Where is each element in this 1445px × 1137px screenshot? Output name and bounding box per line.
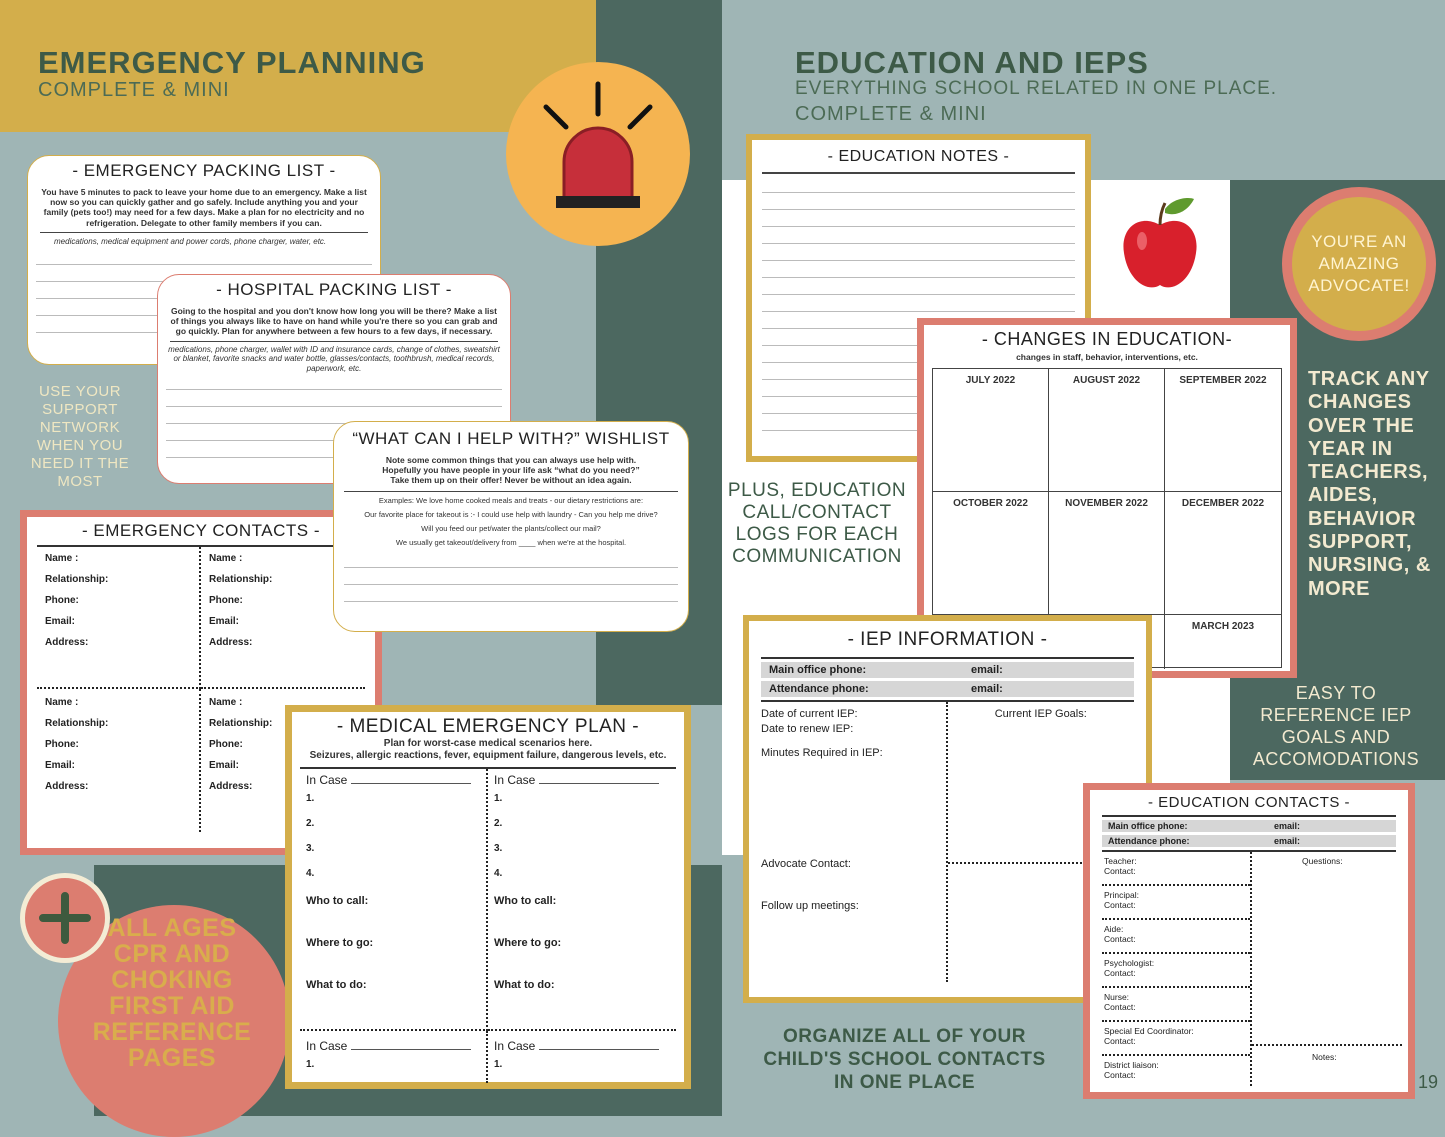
contact-phone-label: Phone:: [209, 595, 243, 606]
medical-emergency-plan-card: [285, 705, 691, 1089]
track-changes-note: TRACK ANY CHANGES OVER THE YEAR IN TEACHERS, AIDES, BEHAVIOR SUPPORT, NURSING, & MORE: [1308, 368, 1431, 600]
support-network-note: USE YOUR SUPPORT NETWORK WHEN YOU NEED IT THE MOST: [30, 383, 130, 490]
month-label: AUGUST 2022: [1072, 375, 1141, 387]
iep-renew-date-label: Date to renew IEP:: [761, 723, 854, 735]
role-label: Special Ed Coordinator:: [1104, 1026, 1194, 1036]
month-label: MARCH 2023: [1191, 621, 1255, 633]
role-label: District liaison:: [1104, 1060, 1159, 1070]
contact-address-label: Address:: [45, 637, 89, 648]
apple-icon: [1118, 195, 1202, 295]
month-cell: [1165, 492, 1281, 615]
wishlist-example-3: Will you feed our pet/water the plants/collect our mail?: [421, 523, 601, 533]
contact-email-label: Email:: [45, 616, 76, 627]
advocate-badge: [1282, 187, 1436, 341]
contact-address-label: Address:: [209, 780, 253, 792]
right-page-title: EDUCATION AND IEPS: [795, 45, 1149, 80]
contact-label: Contact:: [1104, 1036, 1136, 1046]
contact-relationship-label: Relationship:: [209, 717, 273, 729]
advocate-text: YOU'RE AN AMAZING ADVOCATE!: [1308, 232, 1410, 295]
who-to-call-label: Who to call:: [494, 895, 557, 907]
contact-address-label: Address:: [45, 780, 89, 792]
step-4: 4.: [494, 868, 503, 879]
role-label: Teacher:: [1104, 856, 1137, 866]
right-page-subtitle-2: COMPLETE & MINI: [795, 103, 987, 125]
hospital-packing-desc: Going to the hospital and you don't know how long you will be there? Make a list of things you always like to have on hand while you're there so you can grab and go quickly. Plan for anywhere between a few hours to a few days, if necessary.: [170, 306, 498, 337]
where-to-go-label: Where to go:: [306, 937, 374, 949]
hospital-packing-example: medications, phone charger, wallet with ID and insurance cards, change of clothes, sweatshirt or blanket, favorite snacks and water bottle, glasses/contacts, toothbrush, medical records, paperwork, etc.: [168, 344, 500, 373]
medical-plan-sub2: Seizures, allergic reactions, fever, equipment failure, dangerous levels, etc.: [309, 750, 667, 761]
contact-email-label: Email:: [209, 759, 240, 771]
iep-attendance-label: Attendance phone:: [769, 683, 869, 695]
edu-attendance-label: Attendance phone:: [1108, 836, 1190, 846]
step-1: 1.: [306, 1059, 315, 1070]
in-case-label: In Case: [494, 1039, 536, 1053]
contact-phone-label: Phone:: [45, 738, 79, 750]
role-label: Principal:: [1104, 890, 1139, 900]
contact-phone-label: Phone:: [209, 738, 243, 750]
wishlist-card: [333, 421, 689, 632]
month-cell: [1049, 492, 1165, 615]
in-case-label: In Case: [494, 773, 536, 787]
step-1: 1.: [306, 793, 315, 804]
in-case-label: In Case: [306, 773, 348, 787]
contact-email-label: Email:: [209, 616, 240, 627]
iep-office-label: Main office phone:: [769, 664, 867, 676]
wishlist-example-4: We usually get takeout/delivery from ____ when we're at the hospital.: [395, 537, 627, 547]
in-case-label: In Case: [306, 1039, 348, 1053]
emergency-contacts-title: - EMERGENCY CONTACTS -: [82, 521, 320, 540]
education-contacts-card: [1083, 783, 1415, 1099]
contact-relationship-label: Relationship:: [45, 717, 109, 729]
contact-relationship-label: Relationship:: [209, 574, 273, 585]
what-to-do-label: What to do:: [494, 979, 555, 991]
where-to-go-label: Where to go:: [494, 937, 562, 949]
siren-badge: [506, 62, 690, 246]
contact-name-label: Name :: [45, 553, 79, 564]
hospital-packing-title: - HOSPITAL PACKING LIST -: [216, 280, 452, 299]
month-cell: [933, 492, 1049, 615]
edu-office-label: Main office phone:: [1108, 821, 1188, 831]
iep-title: - IEP INFORMATION -: [847, 629, 1048, 650]
cpr-note: ALL AGES CPR AND CHOKING FIRST AID REFERENCE PAGES: [92, 914, 252, 1072]
step-1: 1.: [494, 793, 503, 804]
contact-email-label: Email:: [45, 759, 76, 771]
edu-questions-label: Questions:: [1302, 856, 1343, 866]
wishlist-title: “WHAT CAN I HELP WITH?” WISHLIST: [352, 429, 670, 448]
edu-notes-label: Notes:: [1312, 1052, 1337, 1062]
month-label: DECEMBER 2022: [1181, 498, 1265, 510]
month-label: SEPTEMBER 2022: [1179, 375, 1267, 387]
contact-address-label: Address:: [209, 637, 253, 648]
step-4: 4.: [306, 868, 315, 879]
month-label: JULY 2022: [965, 375, 1016, 387]
iep-follow-label: Follow up meetings:: [761, 900, 859, 912]
month-cell: [1049, 369, 1165, 492]
wishlist-example-2: Our favorite place for takeout is :- I could use help with laundry - Can you help me drive?: [364, 509, 658, 519]
left-page-subtitle: COMPLETE & MINI: [38, 79, 230, 101]
month-label: OCTOBER 2022: [953, 498, 1028, 510]
changes-title: - CHANGES IN EDUCATION-: [981, 329, 1233, 349]
emergency-packing-desc: You have 5 minutes to pack to leave your home due to an emergency. Make a list now so you can quickly gather and go safely. Include anything you and your family (pets too!) may need for a few days. Make a plan for no electricity and no refrigeration. Delegate to other family members if you can.: [41, 187, 367, 228]
contact-name-label: Name :: [209, 696, 243, 708]
emergency-packing-example: medications, medical equipment and power cords, phone charger, water, etc.: [54, 236, 327, 246]
iep-office-email-label: email:: [971, 664, 1003, 676]
medical-plan-sub1: Plan for worst-case medical scenarios here.: [383, 738, 593, 749]
month-label: NOVEMBER 2022: [1065, 498, 1148, 510]
right-page-subtitle: EVERYTHING SCHOOL RELATED IN ONE PLACE.: [795, 78, 1278, 99]
plus-logs-note: PLUS, EDUCATION CALL/CONTACT LOGS FOR EACH COMMUNICATION: [727, 480, 907, 567]
emergency-packing-title: - EMERGENCY PACKING LIST -: [72, 161, 336, 180]
month-cell: [1165, 615, 1281, 669]
organize-contacts-note: ORGANIZE ALL OF YOUR CHILD'S SCHOOL CONTACTS IN ONE PLACE: [763, 1026, 1046, 1093]
role-label: Psychologist:: [1104, 958, 1155, 968]
what-to-do-label: What to do:: [306, 979, 367, 991]
wishlist-example-1: Examples: We love home cooked meals and treats - our dietary restrictions are:: [378, 495, 644, 505]
step-2: 2.: [494, 818, 503, 829]
contact-label: Contact:: [1104, 1002, 1136, 1012]
role-label: Nurse:: [1104, 992, 1130, 1002]
contact-label: Contact:: [1104, 900, 1136, 910]
step-3: 3.: [494, 843, 503, 854]
contact-label: Contact:: [1104, 1070, 1136, 1080]
iep-attendance-email-label: email:: [971, 683, 1003, 695]
contact-name-label: Name :: [209, 553, 243, 564]
easy-reference-note: EASY TO REFERENCE IEP GOALS AND ACCOMODATIONS: [1252, 683, 1420, 769]
wishlist-desc: Note some common things that you can always use help with. Hopefully you have people in your life ask “what do you need?” Take them up on their offer! Never be without an idea again.: [382, 455, 640, 486]
siren-icon: [506, 62, 690, 246]
month-cell: [933, 369, 1049, 492]
education-notes-title: - EDUCATION NOTES -: [827, 148, 1010, 165]
edu-office-email-label: email:: [1274, 821, 1301, 831]
medical-plan-title: - MEDICAL EMERGENCY PLAN -: [336, 716, 640, 737]
page-number: 19: [1418, 1072, 1439, 1092]
step-1: 1.: [494, 1059, 503, 1070]
contact-phone-label: Phone:: [45, 595, 79, 606]
step-2: 2.: [306, 818, 315, 829]
contact-label: Contact:: [1104, 934, 1136, 944]
month-cell: [1165, 369, 1281, 492]
edu-attendance-email-label: email:: [1274, 836, 1301, 846]
education-contacts-title: - EDUCATION CONTACTS -: [1147, 794, 1351, 811]
contact-label: Contact:: [1104, 866, 1136, 876]
iep-current-date-label: Date of current IEP:: [761, 708, 858, 720]
iep-minutes-label: Minutes Required in IEP:: [761, 747, 883, 759]
step-3: 3.: [306, 843, 315, 854]
iep-goals-label: Current IEP Goals:: [994, 708, 1087, 720]
role-label: Aide:: [1104, 924, 1124, 934]
iep-advocate-label: Advocate Contact:: [761, 858, 851, 870]
contact-relationship-label: Relationship:: [45, 574, 109, 585]
contact-name-label: Name :: [45, 696, 79, 708]
left-page-title: EMERGENCY PLANNING: [38, 45, 426, 80]
contact-label: Contact:: [1104, 968, 1136, 978]
changes-sub: changes in staff, behavior, interventions, etc.: [1016, 352, 1198, 362]
who-to-call-label: Who to call:: [306, 895, 369, 907]
